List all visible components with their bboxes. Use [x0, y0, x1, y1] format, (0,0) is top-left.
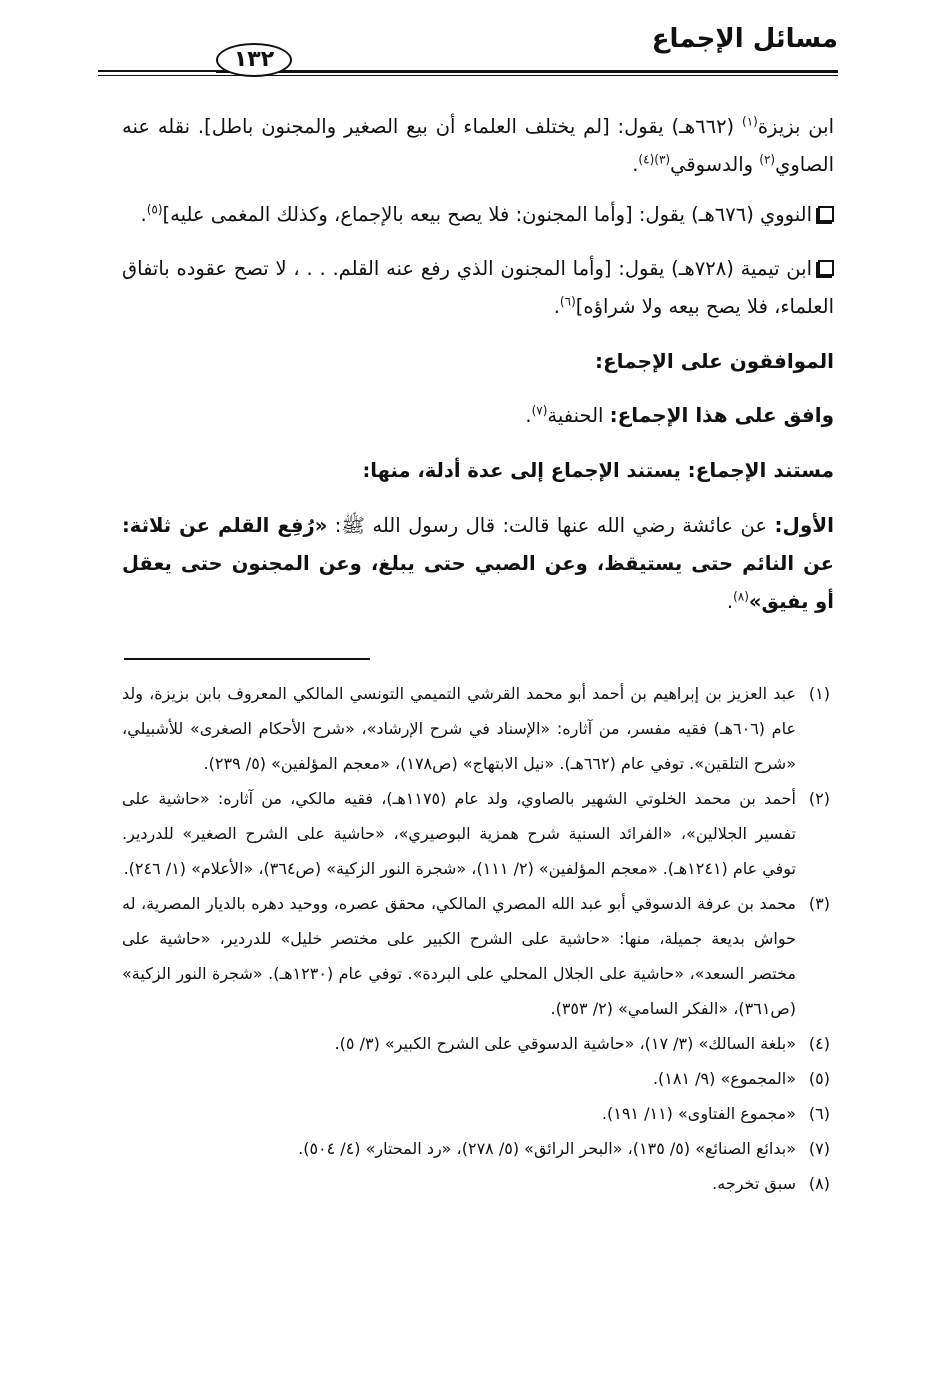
book-title: مسائل الإجماع	[651, 24, 838, 54]
footnote-5	[122, 1061, 830, 1096]
footnote-text: سبق تخرجه.	[712, 1174, 796, 1193]
main-text	[122, 108, 834, 637]
header-rule-left	[98, 70, 216, 72]
agreed-label: وافق على هذا الإجماع:	[609, 403, 834, 427]
hadith-text: «رُفِع القلم عن ثلاثة: عن النائم حتى يستيقظ، وعن الصبي حتى يبلغ، وعن المجنون حتى يعقل أو يفيق»	[122, 514, 834, 613]
first-evidence	[122, 506, 834, 621]
evidence-label: مستند الإجماع:	[687, 458, 834, 482]
footnote-text: «بلغة السالك» (٣/ ١٧)، «حاشية الدسوقي على الشرح الكبير» (٣/ ٥).	[334, 1034, 796, 1053]
page-number: ١٣٢	[216, 43, 292, 77]
text: الحنفية	[547, 404, 610, 427]
footnotes	[122, 676, 830, 1201]
square-bullet-icon	[818, 260, 834, 276]
footnote-text: عبد العزيز بن إبراهيم بن أحمد أبو محمد القرشي التميمي التونسي المالكي المعروف بابن بزيزة، ولد عام (٦٠٦هـ) فقيه مفسر، من آثاره: «الإسناد في شرح الإرشاد»، «شرح الأحكام الصغرى» للأشبيلي، «شرح التلقين». توفي عام (٦٦٢هـ). «نيل الابتهاج» (ص١٧٨)، «معجم المؤلفين» (٥/ ٢٣٩).	[122, 684, 797, 773]
footnote-number: (٣)	[808, 894, 830, 913]
footnote-number: (٢)	[808, 789, 830, 808]
footnote-ref-6[interactable]: (٦)	[559, 294, 576, 309]
footnote-text: «المجموع» (٩/ ١٨١).	[652, 1069, 796, 1088]
footnote-4	[122, 1026, 830, 1061]
footnote-ref-8[interactable]: (٨)	[733, 589, 749, 604]
text: .	[726, 590, 734, 613]
text: .	[553, 295, 560, 318]
header-rule-thin	[216, 75, 838, 76]
footnote-ref-3-4[interactable]: (٣)(٤)	[638, 152, 671, 167]
footnote-2	[122, 781, 830, 886]
agreed-line	[122, 396, 834, 435]
first-label: الأول:	[774, 513, 835, 537]
text: عن عائشة رضي الله عنها قالت: قال رسول الله ﷺ:	[327, 514, 775, 537]
footnote-number: (٧)	[808, 1139, 830, 1158]
text: النووي (٦٧٦هـ) يقول: [وأما المجنون: فلا يصح بيعه بالإجماع، وكذلك المغمى عليه]	[162, 203, 812, 226]
text: .	[632, 153, 639, 176]
page-header	[98, 22, 838, 80]
footnote-ref-2[interactable]: (٢)	[759, 152, 776, 167]
text: .	[525, 404, 532, 427]
square-bullet-icon	[818, 206, 834, 222]
footnote-ref-7[interactable]: (٧)	[531, 403, 548, 418]
text: ابن بزيزة	[757, 115, 834, 138]
footnote-ref-5[interactable]: (٥)	[146, 202, 163, 217]
header-rule	[216, 70, 838, 73]
footnote-number: (٥)	[808, 1069, 830, 1088]
text: يستند الإجماع إلى عدة أدلة، منها:	[362, 459, 688, 482]
footnote-text: «مجموع الفتاوى» (١١/ ١٩١).	[601, 1104, 796, 1123]
footnote-separator	[124, 658, 370, 660]
footnote-3	[122, 886, 830, 1026]
footnote-text: أحمد بن محمد الخلوتي الشهير بالصاوي، ولد عام (١١٧٥هـ)، فقيه مالكي، من آثاره: «حاشية على تفسير الجلالين»، «الفرائد السنية شرح همزية البوصيري»، «حاشية على الشرح الصغير» للدردير. توفي عام (١٢٤١هـ). «معجم المؤلفين» (٢/ ١١١)، «شجرة النور الزكية» (ص٣٦٤)، «الأعلام» (١/ ٢٤٦).	[122, 789, 797, 878]
footnote-number: (٤)	[808, 1034, 830, 1053]
text: ابن تيمية (٧٢٨هـ) يقول: [وأما المجنون الذي رفع عنه القلم. . . ، لا تصح عقوده باتفاق العلماء، فلا يصح بيعه ولا شراؤه]	[122, 257, 834, 318]
footnote-8	[122, 1166, 830, 1201]
footnote-1	[122, 676, 830, 781]
footnote-number: (٨)	[808, 1174, 830, 1193]
agreeing-heading: الموافقون على الإجماع:	[595, 349, 834, 373]
header-rule-left-thin	[98, 75, 216, 76]
footnote-text: «بدائع الصنائع» (٥/ ١٣٥)، «البحر الرائق» (٥/ ٢٧٨)، «رد المحتار» (٤/ ٥٠٤).	[298, 1139, 796, 1158]
paragraph-nawawi	[122, 196, 834, 234]
text: .	[140, 203, 147, 226]
text: (٦٦٢هـ) يقول: [لم يختلف العلماء أن بيع الصغير والمجنون باطل]. نقله عنه الصاوي	[122, 115, 834, 176]
footnote-ref-1[interactable]: (١)	[742, 114, 758, 129]
footnote-7	[122, 1131, 830, 1166]
paragraph-ibn-taymiyyah	[122, 250, 834, 326]
footnote-6	[122, 1096, 830, 1131]
footnote-text: محمد بن عرفة الدسوقي أبو عبد الله المصري المالكي، محقق عصره، ووحيد دهره بالديار المصرية، له حواش بديعة جميلة، منها: «حاشية على الشرح الكبير على مختصر خليل» للدردير، «حاشية على مختصر السعد»، «حاشية على الجلال المحلي على البردة». توفي عام (١٢٣٠هـ). «شجرة النور الزكية» (ص٣٦١)، «الفكر السامي» (٢/ ٣٥٣).	[122, 894, 797, 1018]
paragraph-ibn-bazizah	[122, 108, 834, 184]
evidence-line	[122, 451, 834, 490]
footnote-number: (٦)	[808, 1104, 830, 1123]
text: والدسوقي	[670, 153, 760, 176]
footnote-number: (١)	[808, 684, 830, 703]
